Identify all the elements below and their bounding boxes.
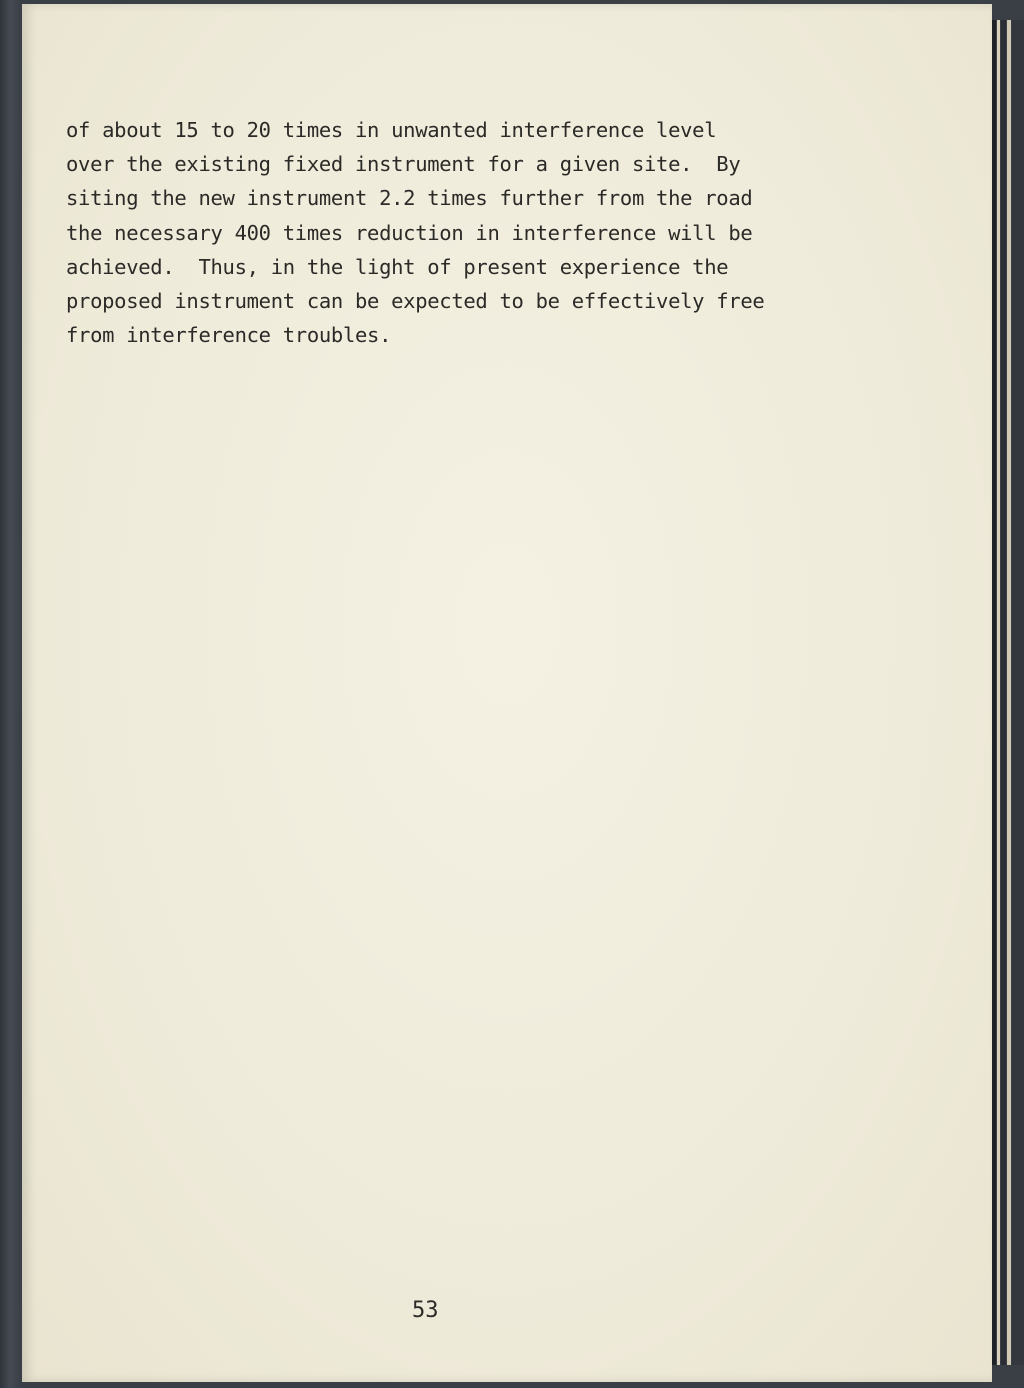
text-line: siting the new instrument 2.2 times further from the road xyxy=(66,186,753,211)
text-line: the necessary 400 times reduction in interference will be xyxy=(66,220,753,245)
body-paragraph xyxy=(66,113,926,352)
text-line: achieved. Thus, in the light of present experience the xyxy=(66,254,729,279)
text-line: proposed instrument can be expected to be effectively free xyxy=(66,289,765,314)
text-line: from interference troubles. xyxy=(66,323,392,348)
book-cover-edge xyxy=(1012,20,1024,1365)
text-line: of about 15 to 20 times in unwanted interference level xyxy=(66,118,717,142)
page-edge-shadow xyxy=(992,20,996,1365)
text-line: over the existing fixed instrument for a given site. By xyxy=(66,152,741,177)
page-number: 53 xyxy=(412,1298,439,1323)
page-edge-shadow xyxy=(1001,20,1006,1365)
page-edge-sheet xyxy=(997,20,1000,1365)
page-edge-sheet xyxy=(1007,20,1011,1365)
